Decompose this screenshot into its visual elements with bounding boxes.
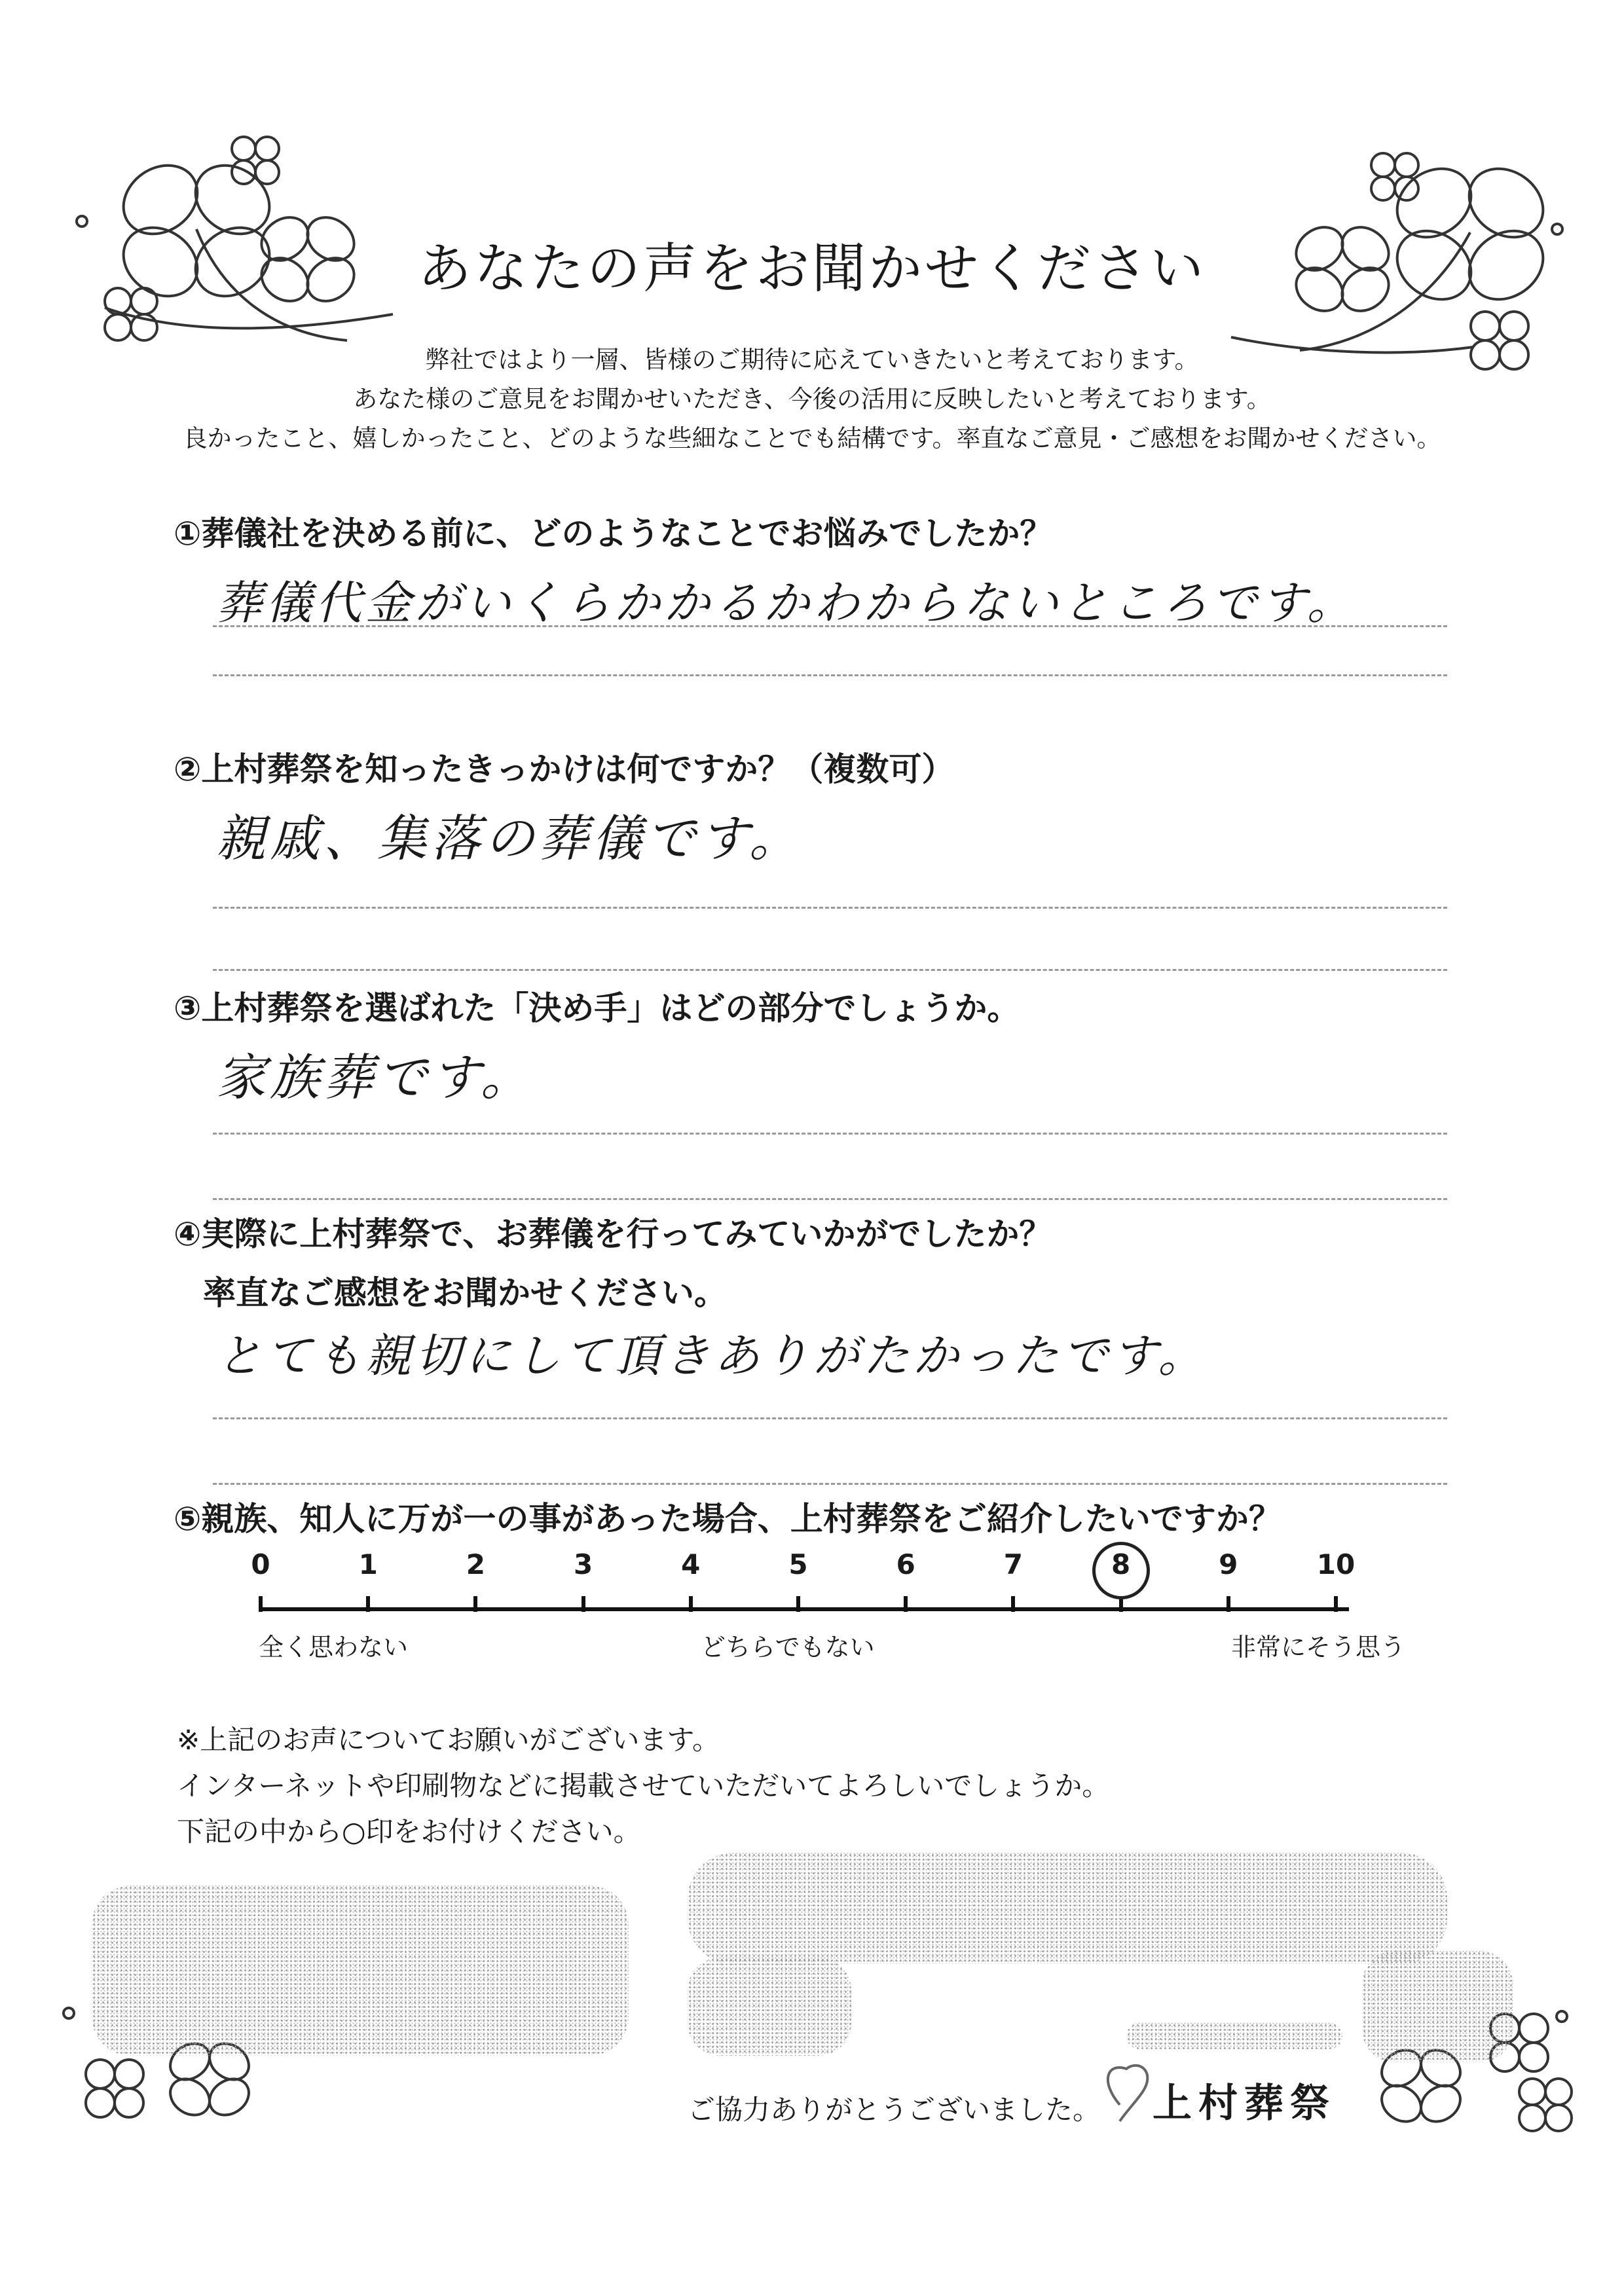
question-3: ③上村葬祭を選ばれた「決め手」はどの部分でしょうか。 — [174, 989, 1020, 1027]
scale-tick — [1334, 1596, 1338, 1612]
scale-number-0[interactable]: 0 — [251, 1548, 270, 1580]
question-1: ①葬儀社を決める前に、どのようなことでお悩みでしたか？ — [174, 515, 1053, 553]
answer-line — [213, 1417, 1447, 1419]
page-title: あなたの声をお聞かせください — [417, 238, 1206, 300]
question-5: ⑤親族、知人に万が一の事があった場合、上村葬祭をご紹介したいですか？ — [174, 1500, 1282, 1538]
redacted-area — [1126, 2023, 1342, 2049]
answer-line — [213, 674, 1447, 676]
redacted-area — [688, 1958, 851, 2056]
scale-tick — [581, 1596, 585, 1612]
scale-tick — [689, 1596, 693, 1612]
scale-tick — [1011, 1596, 1015, 1612]
redacted-area — [1362, 1951, 1513, 2062]
answer-4: とても親切にして頂きありがたかったです。 — [216, 1329, 1208, 1383]
scale-number-9[interactable]: 9 — [1219, 1548, 1238, 1580]
intro-line-3: 良かったこと、嬉しかったこと、どのような些細なことでも結構です。率直なご意見・ご感想をお聞かせください。 — [183, 424, 1441, 452]
note-line-1: ※上記のお声についてお願いがございます。 — [177, 1724, 720, 1756]
scale-tick — [366, 1596, 370, 1612]
scale-number-3[interactable]: 3 — [573, 1548, 593, 1580]
intro-line-1: 弊社ではより一層、皆様のご期待に応えていきたいと考えております。 — [425, 346, 1199, 374]
question-4-sub: 率直なご感想をお聞かせください。 — [203, 1274, 727, 1312]
scale-label-low: 全く思わない — [259, 1633, 409, 1662]
scale-number-10[interactable]: 10 — [1316, 1548, 1356, 1580]
redacted-area — [688, 1853, 1447, 1964]
scale-number-6[interactable]: 6 — [896, 1548, 915, 1580]
thanks-text: ご協力ありがとうございました。 — [688, 2094, 1101, 2126]
scale-tick — [904, 1596, 908, 1612]
answer-line — [213, 969, 1447, 971]
question-4: ④実際に上村葬祭で、お葬儀を行ってみていかがでしたか？ — [174, 1215, 1052, 1253]
answer-line — [213, 1483, 1447, 1485]
scale-tick — [1227, 1596, 1230, 1612]
scale-label-mid: どちらでもない — [701, 1633, 875, 1662]
redacted-area — [92, 1886, 629, 2056]
selected-rating-circle — [1092, 1542, 1150, 1599]
scale-tick — [473, 1596, 477, 1612]
question-2: ②上村葬祭を知ったきっかけは何ですか？（複数可） — [174, 750, 955, 788]
scale-number-4[interactable]: 4 — [681, 1548, 701, 1580]
note-line-3: 下記の中から○印をお付けください。 — [177, 1815, 641, 1848]
answer-line — [213, 625, 1447, 627]
scale-number-2[interactable]: 2 — [466, 1548, 485, 1580]
scale-tick — [796, 1596, 800, 1612]
scale-number-1[interactable]: 1 — [358, 1548, 378, 1580]
scale-tick — [259, 1596, 263, 1612]
note-line-2: インターネットや印刷物などに掲載させていただいてよろしいでしょうか。 — [177, 1770, 1110, 1802]
intro-line-2: あなた様のご意見をお聞かせいただき、今後の活用に反映したいと考えております。 — [353, 385, 1271, 413]
scale-number-5[interactable]: 5 — [788, 1548, 808, 1580]
answer-line — [213, 1133, 1447, 1135]
scale-number-8[interactable]: 8 — [1111, 1548, 1131, 1580]
scale-number-7[interactable]: 7 — [1003, 1548, 1023, 1580]
answer-1: 葬儀代金がいくらかかるかわからないところです。 — [216, 576, 1357, 630]
answer-2: 親戚、集落の葬儀です。 — [216, 809, 803, 867]
answer-line — [213, 907, 1447, 909]
answer-3: 家族葬です。 — [216, 1048, 534, 1106]
answer-line — [213, 1198, 1447, 1200]
scale-label-high: 非常にそう思う — [1231, 1633, 1406, 1662]
rating-scale-line — [259, 1607, 1349, 1611]
brand-name: 上村葬祭 — [1153, 2081, 1336, 2126]
